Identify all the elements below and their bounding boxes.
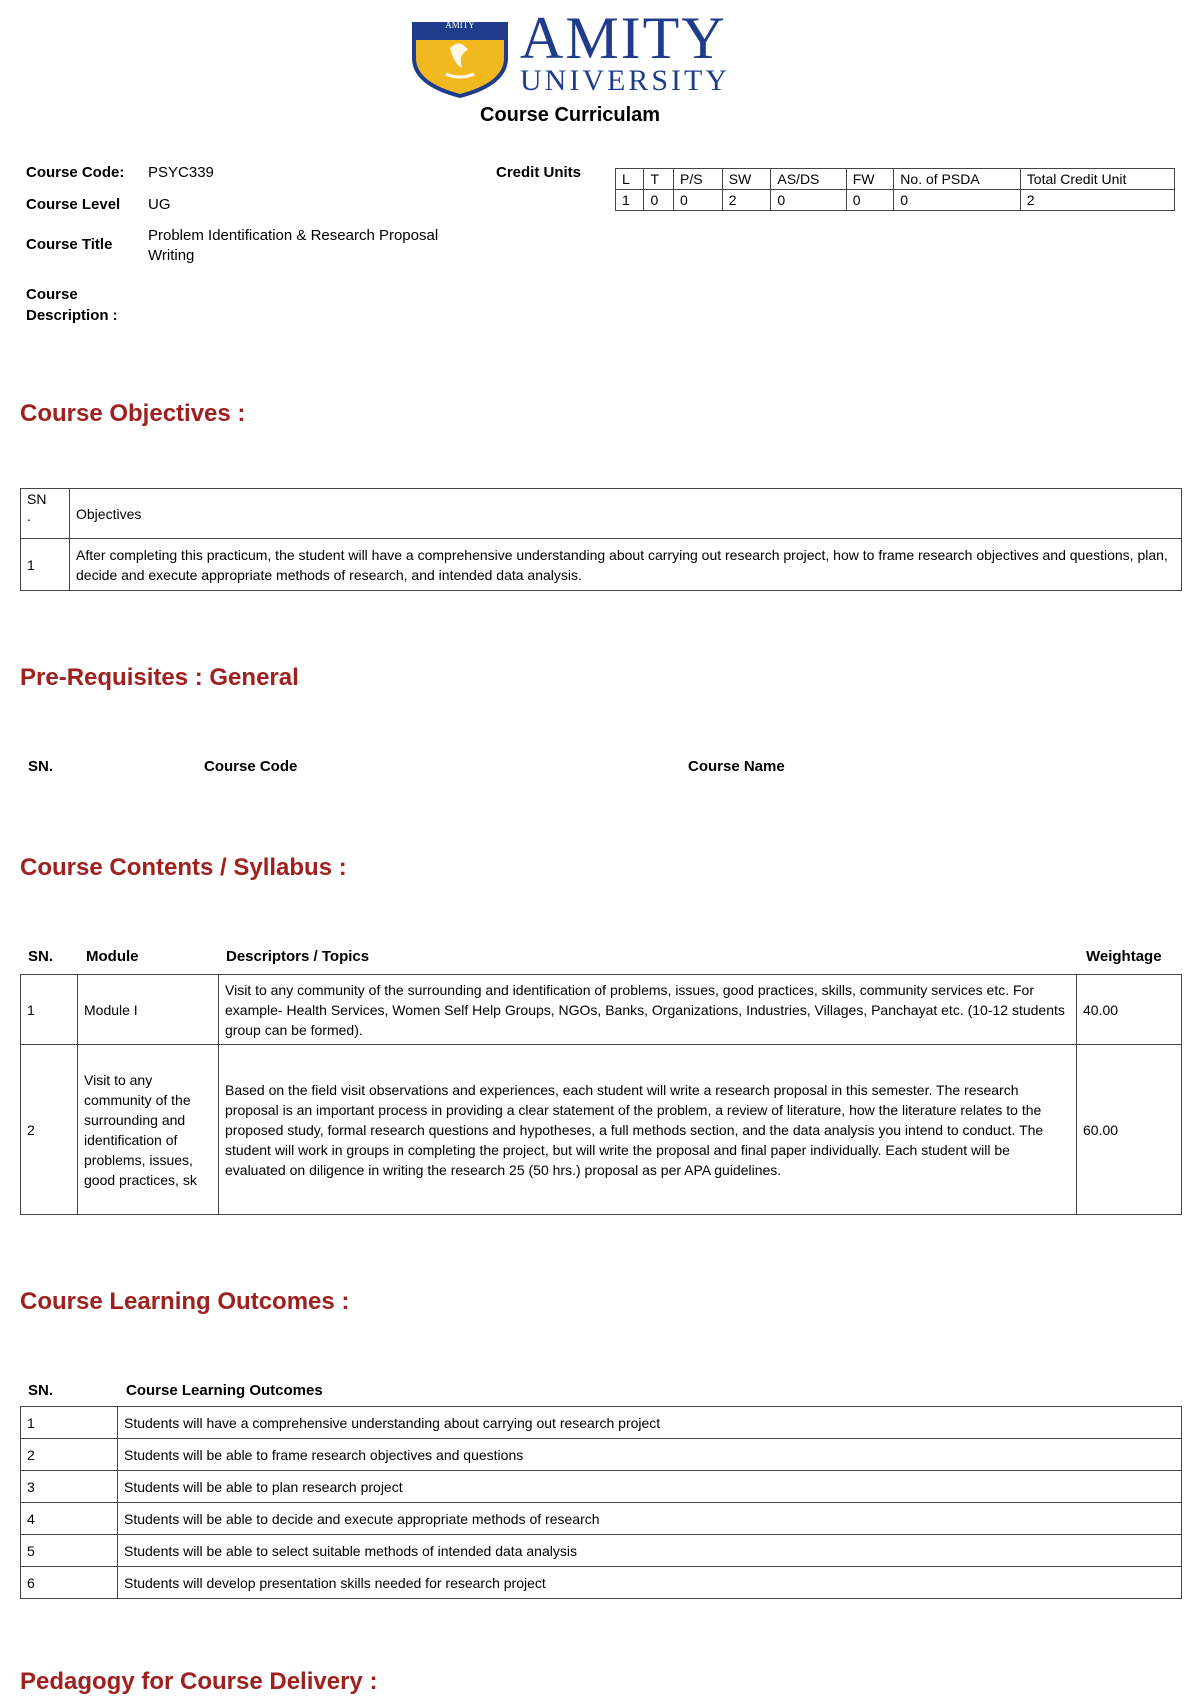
syllabus-col-weightage: Weightage — [1086, 948, 1162, 965]
objective-text: After completing this practicum, the student will have a comprehensive understanding about carrying out research project, how to frame research objectives and questions, plan, decide and execute appropriate methods of research, and intended data analysis. — [70, 539, 1182, 591]
logo-crest-text: AMITY — [445, 20, 475, 30]
outcome-sn: 5 — [21, 1535, 118, 1567]
prereq-col-sn: SN. — [28, 758, 54, 775]
syllabus-descriptors: Based on the field visit observations and experiences, each student will write a research proposal in this semester. The research proposal is an important process in providing a clear statement of the problem, a review of literature, how the literature relates to the proposed study, formal research questions and hypotheses, a full methods section, and the data analysis you intend to conduct. The student will work in groups in completing the project, but will write the proposal and final paper individually. Each student will be evaluated on diligence in writing the research 25 (50 hrs.) proposal as per APA guidelines. — [219, 1045, 1077, 1215]
syllabus-weightage: 40.00 — [1077, 975, 1182, 1045]
syllabus-heading: Course Contents / Syllabus : — [20, 854, 347, 881]
course-title-value: Problem Identification & Research Proposal Writing — [148, 227, 439, 264]
syllabus-descriptors: Visit to any community of the surrounding and identification of problems, issues, good practices, skills, community services etc. For example- Health Services, Women Self Help Groups, NGOs, Banks, Organizations, Industries, Villages, Panchayat etc. (10-12 students group can be formed). — [219, 975, 1077, 1045]
credit-header-cell: Total Credit Unit — [1020, 169, 1174, 190]
university-crest-icon — [410, 18, 510, 98]
course-description-label-line1: Course — [26, 286, 78, 303]
credit-value-row — [616, 190, 1175, 211]
credit-value-cell: 2 — [1020, 190, 1174, 211]
credit-value-cell: 0 — [846, 190, 894, 211]
outcome-sn: 1 — [21, 1407, 118, 1439]
syllabus-sn: 2 — [21, 1045, 78, 1215]
credit-header-cell: T — [644, 169, 674, 190]
table-row — [21, 1439, 1182, 1471]
course-code-label: Course Code: — [26, 164, 125, 181]
outcome-text: Students will be able to decide and execute appropriate methods of research — [118, 1503, 1182, 1535]
outcome-sn: 2 — [21, 1439, 118, 1471]
table-row — [21, 1535, 1182, 1567]
credit-value-cell: 0 — [771, 190, 846, 211]
syllabus-sn: 1 — [21, 975, 78, 1045]
credit-units-table — [615, 168, 1175, 211]
credit-units-label: Credit Units — [496, 164, 582, 181]
outcome-text: Students will be able to select suitable methods of intended data analysis — [118, 1535, 1182, 1567]
table-row — [21, 1567, 1182, 1599]
objective-sn: 1 — [21, 539, 70, 591]
syllabus-weightage: 60.00 — [1077, 1045, 1182, 1215]
course-description-label — [26, 284, 118, 326]
outcome-sn: 4 — [21, 1503, 118, 1535]
outcome-text: Students will develop presentation skills needed for research project — [118, 1567, 1182, 1599]
syllabus-col-module: Module — [86, 948, 139, 965]
outcomes-heading: Course Learning Outcomes : — [20, 1288, 350, 1315]
credit-header-cell: AS/DS — [771, 169, 846, 190]
table-row — [21, 1045, 1182, 1215]
outcome-text: Students will have a comprehensive understanding about carrying out research project — [118, 1407, 1182, 1439]
table-row — [21, 1407, 1182, 1439]
table-row — [21, 539, 1182, 591]
table-row — [21, 975, 1182, 1045]
outcomes-col-sn: SN. — [28, 1382, 54, 1399]
pedagogy-heading: Pedagogy for Course Delivery : — [20, 1668, 378, 1695]
credit-header-cell: L — [616, 169, 644, 190]
objectives-col-sn: SN . — [21, 489, 70, 539]
objectives-table — [20, 488, 1182, 591]
credit-header-cell: SW — [722, 169, 771, 190]
university-name: AMITY — [520, 5, 727, 71]
syllabus-module: Visit to any community of the surrounding and identification of problems, issues, good practices, sk — [78, 1045, 219, 1215]
outcome-sn: 3 — [21, 1471, 118, 1503]
course-description-label-line2: Description : — [26, 307, 118, 324]
prerequisites-heading: Pre-Requisites : General — [20, 664, 299, 691]
syllabus-col-descriptors: Descriptors / Topics — [226, 948, 370, 965]
credit-value-cell: 0 — [894, 190, 1020, 211]
credit-header-cell: No. of PSDA — [894, 169, 1020, 190]
course-code-value: PSYC339 — [148, 164, 214, 181]
credit-value-cell: 0 — [644, 190, 674, 211]
syllabus-col-sn: SN. — [28, 948, 54, 965]
credit-value-cell: 0 — [673, 190, 722, 211]
table-header-row — [21, 489, 1182, 539]
table-row — [21, 1471, 1182, 1503]
page-title: Course Curriculam — [480, 104, 661, 126]
outcome-text: Students will be able to plan research project — [118, 1471, 1182, 1503]
syllabus-module: Module I — [78, 975, 219, 1045]
credit-value-cell: 2 — [722, 190, 771, 211]
course-title-label: Course Title — [26, 236, 113, 253]
credit-header-cell: P/S — [673, 169, 722, 190]
university-name-sub: UNIVERSITY — [520, 64, 730, 97]
credit-value-cell: 1 — [616, 190, 644, 211]
university-logo — [410, 18, 510, 98]
credit-header-row — [616, 169, 1175, 190]
objectives-heading: Course Objectives : — [20, 400, 246, 427]
course-level-value: UG — [148, 196, 171, 213]
outcomes-table — [20, 1406, 1182, 1599]
objectives-col-objectives: Objectives — [70, 489, 1182, 539]
outcomes-col-text: Course Learning Outcomes — [126, 1382, 323, 1399]
prereq-col-course-name: Course Name — [688, 758, 785, 775]
syllabus-table — [20, 974, 1182, 1215]
outcome-sn: 6 — [21, 1567, 118, 1599]
outcome-text: Students will be able to frame research objectives and questions — [118, 1439, 1182, 1471]
table-row — [21, 1503, 1182, 1535]
course-level-label: Course Level — [26, 196, 121, 213]
credit-header-cell: FW — [846, 169, 894, 190]
prereq-col-course-code: Course Code — [204, 758, 298, 775]
